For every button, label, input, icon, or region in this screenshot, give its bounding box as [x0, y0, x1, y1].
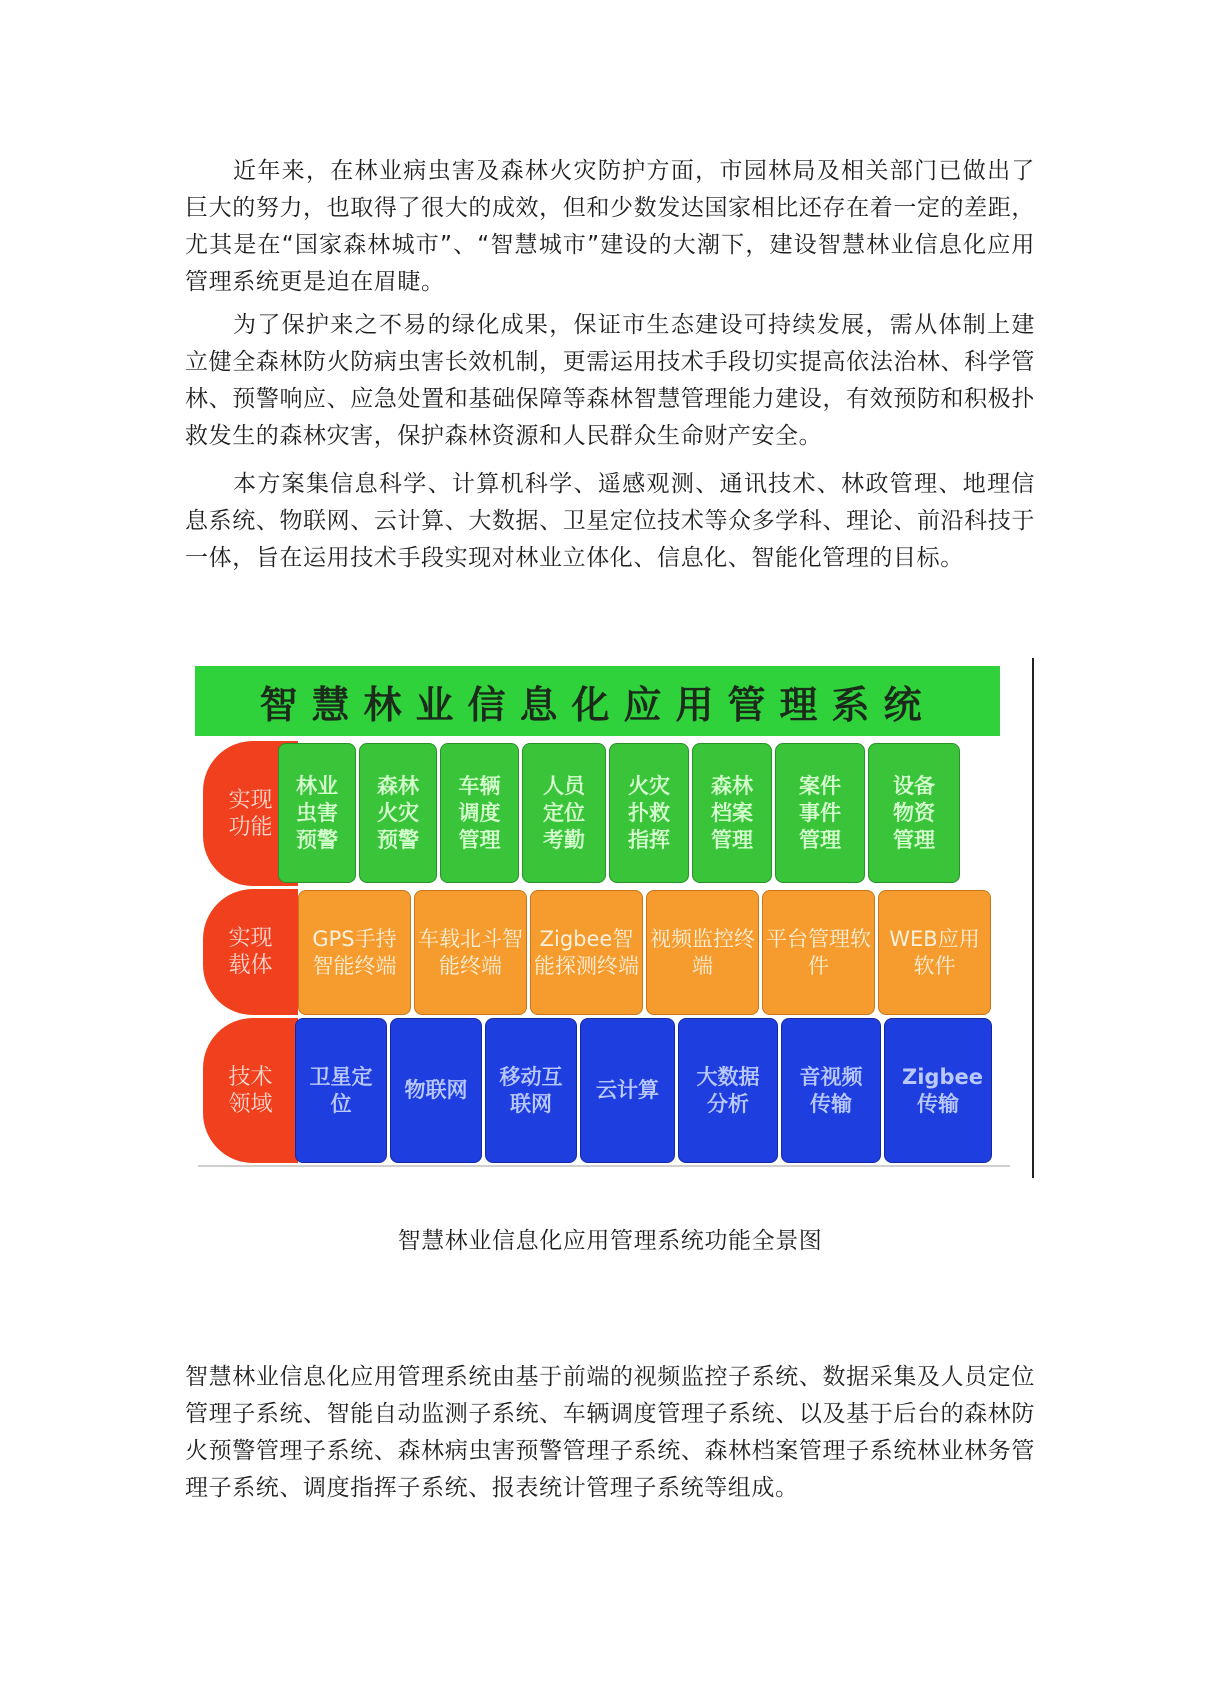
function-cell-label: 森林档案管理: [711, 773, 753, 852]
tech-cell: [295, 1018, 387, 1163]
carrier-cell-label: 平台管理软件: [766, 926, 871, 978]
tech-cell-label: Zigbee传输: [902, 1064, 983, 1116]
diagram-title: 智慧林业信息化应用管理系统: [259, 681, 936, 727]
function-cell-label: 森林火灾预警: [377, 773, 419, 852]
system-diagram: [195, 658, 1035, 1188]
figure-caption: 智慧林业信息化应用管理系统功能全景图: [397, 1228, 823, 1254]
carrier-cell: [646, 890, 759, 1015]
summary-paragraph: 智慧林业信息化应用管理系统由基于前端的视频监控子系统、数据采集及人员定位管理子系统、智能自动监测子系统、车辆调度管理子系统、以及基于后台的森林防火预警管理子系统、森林病虫害预警管理子系统、森林档案管理子系统林业林务管理子系统、调度指挥子系统、报表统计管理子系统等组成。: [185, 1364, 1035, 1501]
function-cell: [278, 743, 356, 883]
tech-cell: [485, 1018, 577, 1163]
tech-cell-label: 物联网: [404, 1078, 468, 1102]
row-label-carriers: [203, 889, 298, 1015]
tech-cell: [678, 1018, 778, 1163]
row-label-tech: [203, 1018, 298, 1163]
function-cell: [775, 743, 865, 883]
tech-cell: [884, 1018, 992, 1163]
intro-paragraph-1: 近年来，在林业病虫害及森林火灾防护方面，市园林局及相关部门已做出了巨大的努力，也取得了很大的成效，但和少数发达国家相比还存在着一定的差距，尤其是在“国家森林城市”、“智慧城市”建设的大潮下，建设智慧林业信息化应用管理系统更是迫在眉睫。: [185, 158, 1035, 295]
tech-cell: [580, 1018, 675, 1163]
row-label-functions-text: 实现功能: [228, 787, 273, 840]
function-cell: [440, 743, 519, 883]
carrier-cell: [762, 890, 875, 1015]
function-cell-label: 人员定位考勤: [543, 773, 585, 852]
tech-cell-label: 卫星定位: [309, 1064, 373, 1116]
intro-paragraph-2: 为了保护来之不易的绿化成果，保证市生态建设可持续发展，需从体制上建立健全森林防火防病虫害长效机制，更需运用技术手段切实提高依法治林、科学管林、预警响应、应急处置和基础保障等森林智慧管理能力建设，有效预防和积极扑救发生的森林灾害，保护森林资源和人民群众生命财产安全。: [185, 312, 1035, 449]
tech-cell-label: 大数据分析: [696, 1064, 760, 1116]
function-cell: [609, 743, 689, 883]
function-cell: [522, 743, 606, 883]
carrier-cell-label: 视频监控终端: [650, 926, 755, 978]
tech-cell-label: 音视频传输: [799, 1064, 863, 1116]
tech-cell: [781, 1018, 881, 1163]
function-cell: [359, 743, 437, 883]
figure-base-line: [198, 1165, 1010, 1167]
function-cell-label: 车辆调度管理: [458, 773, 501, 852]
intro-paragraph-3: 本方案集信息科学、计算机科学、遥感观测、通讯技术、林政管理、地理信息系统、物联网、云计算、大数据、卫星定位技术等众多学科、理论、前沿科技于一体，旨在运用技术手段实现对林业立体化、信息化、智能化管理的目标。: [185, 471, 1035, 571]
carrier-cell-label: WEB应用软件: [889, 926, 980, 978]
carrier-cell: [298, 890, 411, 1015]
carrier-cell: [530, 890, 643, 1015]
function-cell-label: 设备物资管理: [893, 773, 935, 852]
function-cell: [868, 743, 960, 883]
carrier-cell-label: 车载北斗智能终端: [418, 926, 523, 978]
function-cell-label: 林业虫害预警: [296, 773, 338, 852]
row-label-carriers-text: 实现载体: [228, 926, 273, 978]
function-cell-label: 火灾扑救指挥: [628, 773, 670, 852]
carrier-cell: [878, 890, 991, 1015]
tech-cell: [390, 1018, 482, 1163]
carrier-cell: [414, 890, 527, 1015]
function-cell-label: 案件事件管理: [799, 773, 841, 852]
function-cell: [692, 743, 772, 883]
diagram-title-bar: [195, 666, 1000, 736]
tech-cell-label: 移动互联网: [499, 1064, 563, 1116]
carrier-cell-label: Zigbee智能探测终端: [534, 926, 639, 978]
tech-cell-label: 云计算: [596, 1078, 659, 1102]
carrier-cell-label: GPS手持智能终端: [312, 926, 397, 978]
row-label-tech-text: 技术领域: [228, 1064, 273, 1117]
